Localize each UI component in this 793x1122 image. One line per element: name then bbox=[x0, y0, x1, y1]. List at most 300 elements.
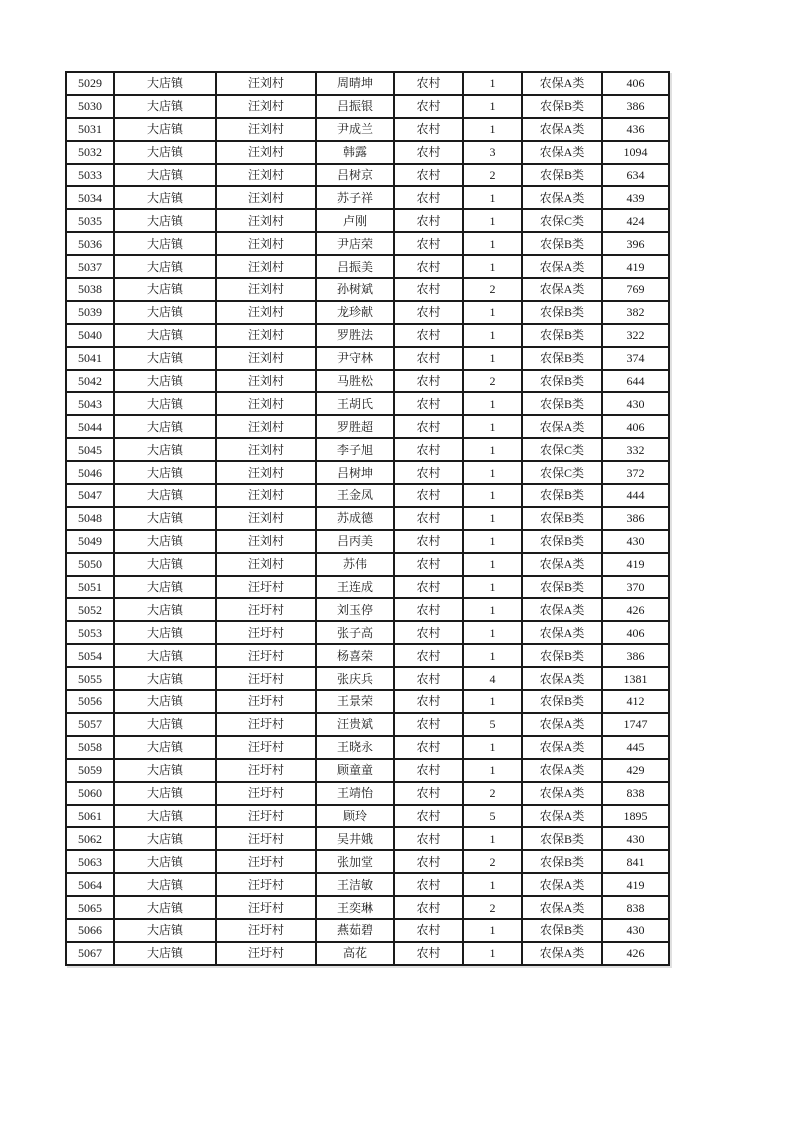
cell-person-count: 1 bbox=[463, 827, 522, 850]
table-row bbox=[66, 209, 669, 232]
cell-serial-number: 5062 bbox=[66, 827, 114, 850]
cell-town: 大店镇 bbox=[114, 95, 216, 118]
cell-insurance-category: 农保A类 bbox=[522, 805, 602, 828]
cell-residence-type: 农村 bbox=[394, 438, 463, 461]
cell-serial-number: 5050 bbox=[66, 553, 114, 576]
cell-town: 大店镇 bbox=[114, 461, 216, 484]
cell-person-name: 罗胜超 bbox=[316, 415, 394, 438]
cell-amount: 644 bbox=[602, 370, 669, 393]
cell-residence-type: 农村 bbox=[394, 782, 463, 805]
cell-serial-number: 5032 bbox=[66, 141, 114, 164]
cell-town: 大店镇 bbox=[114, 232, 216, 255]
cell-town: 大店镇 bbox=[114, 873, 216, 896]
cell-residence-type: 农村 bbox=[394, 141, 463, 164]
cell-village: 汪刘村 bbox=[216, 553, 316, 576]
table-row bbox=[66, 530, 669, 553]
table-row bbox=[66, 782, 669, 805]
cell-person-name: 张子高 bbox=[316, 621, 394, 644]
cell-amount: 445 bbox=[602, 736, 669, 759]
cell-residence-type: 农村 bbox=[394, 164, 463, 187]
cell-person-count: 1 bbox=[463, 438, 522, 461]
cell-residence-type: 农村 bbox=[394, 324, 463, 347]
cell-serial-number: 5033 bbox=[66, 164, 114, 187]
cell-insurance-category: 农保C类 bbox=[522, 438, 602, 461]
cell-person-name: 刘玉停 bbox=[316, 598, 394, 621]
cell-village: 汪刘村 bbox=[216, 255, 316, 278]
cell-serial-number: 5065 bbox=[66, 896, 114, 919]
cell-person-count: 2 bbox=[463, 278, 522, 301]
cell-residence-type: 农村 bbox=[394, 644, 463, 667]
cell-amount: 386 bbox=[602, 95, 669, 118]
cell-insurance-category: 农保A类 bbox=[522, 621, 602, 644]
cell-person-name: 马胜松 bbox=[316, 370, 394, 393]
cell-town: 大店镇 bbox=[114, 896, 216, 919]
cell-village: 汪圩村 bbox=[216, 850, 316, 873]
cell-residence-type: 农村 bbox=[394, 850, 463, 873]
cell-amount: 419 bbox=[602, 553, 669, 576]
cell-serial-number: 5043 bbox=[66, 392, 114, 415]
cell-town: 大店镇 bbox=[114, 942, 216, 965]
cell-residence-type: 农村 bbox=[394, 370, 463, 393]
cell-town: 大店镇 bbox=[114, 621, 216, 644]
cell-amount: 386 bbox=[602, 507, 669, 530]
cell-person-name: 张庆兵 bbox=[316, 667, 394, 690]
table-row bbox=[66, 667, 669, 690]
table-row bbox=[66, 255, 669, 278]
cell-serial-number: 5029 bbox=[66, 72, 114, 95]
cell-residence-type: 农村 bbox=[394, 484, 463, 507]
cell-serial-number: 5049 bbox=[66, 530, 114, 553]
cell-town: 大店镇 bbox=[114, 484, 216, 507]
cell-amount: 634 bbox=[602, 164, 669, 187]
cell-serial-number: 5058 bbox=[66, 736, 114, 759]
cell-person-count: 5 bbox=[463, 713, 522, 736]
cell-person-count: 1 bbox=[463, 461, 522, 484]
cell-residence-type: 农村 bbox=[394, 736, 463, 759]
cell-town: 大店镇 bbox=[114, 164, 216, 187]
cell-amount: 1094 bbox=[602, 141, 669, 164]
cell-serial-number: 5059 bbox=[66, 759, 114, 782]
cell-person-count: 4 bbox=[463, 667, 522, 690]
cell-insurance-category: 农保A类 bbox=[522, 141, 602, 164]
cell-insurance-category: 农保A类 bbox=[522, 873, 602, 896]
cell-insurance-category: 农保C类 bbox=[522, 461, 602, 484]
cell-village: 汪刘村 bbox=[216, 484, 316, 507]
cell-person-name: 杨喜荣 bbox=[316, 644, 394, 667]
cell-village: 汪刘村 bbox=[216, 347, 316, 370]
cell-insurance-category: 农保B类 bbox=[522, 576, 602, 599]
cell-person-count: 1 bbox=[463, 232, 522, 255]
cell-amount: 1747 bbox=[602, 713, 669, 736]
cell-person-name: 王靖怡 bbox=[316, 782, 394, 805]
cell-village: 汪刘村 bbox=[216, 72, 316, 95]
table-row bbox=[66, 347, 669, 370]
table-row bbox=[66, 942, 669, 965]
cell-person-count: 1 bbox=[463, 621, 522, 644]
cell-residence-type: 农村 bbox=[394, 301, 463, 324]
cell-person-name: 顾童童 bbox=[316, 759, 394, 782]
cell-person-name: 卢刚 bbox=[316, 209, 394, 232]
cell-person-name: 吕振美 bbox=[316, 255, 394, 278]
cell-person-count: 1 bbox=[463, 415, 522, 438]
cell-town: 大店镇 bbox=[114, 553, 216, 576]
cell-village: 汪圩村 bbox=[216, 736, 316, 759]
cell-insurance-category: 农保B类 bbox=[522, 324, 602, 347]
cell-insurance-category: 农保A类 bbox=[522, 782, 602, 805]
cell-amount: 426 bbox=[602, 942, 669, 965]
cell-insurance-category: 农保B类 bbox=[522, 507, 602, 530]
cell-amount: 386 bbox=[602, 644, 669, 667]
table-row bbox=[66, 232, 669, 255]
table-row bbox=[66, 805, 669, 828]
cell-insurance-category: 农保A类 bbox=[522, 713, 602, 736]
cell-town: 大店镇 bbox=[114, 324, 216, 347]
cell-insurance-category: 农保A类 bbox=[522, 553, 602, 576]
cell-amount: 322 bbox=[602, 324, 669, 347]
cell-town: 大店镇 bbox=[114, 209, 216, 232]
cell-amount: 419 bbox=[602, 873, 669, 896]
cell-village: 汪圩村 bbox=[216, 873, 316, 896]
cell-village: 汪刘村 bbox=[216, 164, 316, 187]
table-row bbox=[66, 392, 669, 415]
cell-serial-number: 5047 bbox=[66, 484, 114, 507]
cell-residence-type: 农村 bbox=[394, 942, 463, 965]
cell-person-count: 1 bbox=[463, 873, 522, 896]
cell-person-count: 1 bbox=[463, 942, 522, 965]
cell-village: 汪圩村 bbox=[216, 644, 316, 667]
cell-residence-type: 农村 bbox=[394, 873, 463, 896]
cell-insurance-category: 农保B类 bbox=[522, 347, 602, 370]
cell-insurance-category: 农保B类 bbox=[522, 530, 602, 553]
cell-person-count: 2 bbox=[463, 850, 522, 873]
cell-person-count: 2 bbox=[463, 896, 522, 919]
cell-insurance-category: 农保A类 bbox=[522, 598, 602, 621]
cell-amount: 419 bbox=[602, 255, 669, 278]
cell-serial-number: 5054 bbox=[66, 644, 114, 667]
table-row bbox=[66, 301, 669, 324]
cell-amount: 370 bbox=[602, 576, 669, 599]
cell-amount: 372 bbox=[602, 461, 669, 484]
cell-village: 汪圩村 bbox=[216, 598, 316, 621]
cell-insurance-category: 农保A类 bbox=[522, 896, 602, 919]
cell-town: 大店镇 bbox=[114, 507, 216, 530]
cell-insurance-category: 农保B类 bbox=[522, 850, 602, 873]
cell-serial-number: 5056 bbox=[66, 690, 114, 713]
cell-insurance-category: 农保B类 bbox=[522, 370, 602, 393]
cell-town: 大店镇 bbox=[114, 415, 216, 438]
cell-residence-type: 农村 bbox=[394, 507, 463, 530]
cell-serial-number: 5066 bbox=[66, 919, 114, 942]
cell-person-count: 2 bbox=[463, 370, 522, 393]
cell-village: 汪刘村 bbox=[216, 232, 316, 255]
cell-town: 大店镇 bbox=[114, 805, 216, 828]
cell-town: 大店镇 bbox=[114, 186, 216, 209]
cell-serial-number: 5034 bbox=[66, 186, 114, 209]
cell-serial-number: 5051 bbox=[66, 576, 114, 599]
cell-amount: 426 bbox=[602, 598, 669, 621]
cell-person-count: 1 bbox=[463, 255, 522, 278]
cell-amount: 430 bbox=[602, 392, 669, 415]
table-row bbox=[66, 415, 669, 438]
cell-village: 汪刘村 bbox=[216, 141, 316, 164]
cell-village: 汪圩村 bbox=[216, 942, 316, 965]
cell-person-name: 吴井娥 bbox=[316, 827, 394, 850]
cell-person-count: 1 bbox=[463, 347, 522, 370]
cell-person-count: 1 bbox=[463, 553, 522, 576]
table-row bbox=[66, 621, 669, 644]
table-row bbox=[66, 507, 669, 530]
cell-person-name: 吕树坤 bbox=[316, 461, 394, 484]
cell-person-name: 高花 bbox=[316, 942, 394, 965]
cell-insurance-category: 农保A类 bbox=[522, 255, 602, 278]
cell-insurance-category: 农保B类 bbox=[522, 95, 602, 118]
cell-amount: 424 bbox=[602, 209, 669, 232]
cell-insurance-category: 农保A类 bbox=[522, 415, 602, 438]
cell-village: 汪刘村 bbox=[216, 507, 316, 530]
cell-village: 汪圩村 bbox=[216, 667, 316, 690]
cell-person-count: 1 bbox=[463, 690, 522, 713]
cell-village: 汪圩村 bbox=[216, 782, 316, 805]
cell-residence-type: 农村 bbox=[394, 278, 463, 301]
cell-insurance-category: 农保A类 bbox=[522, 186, 602, 209]
cell-village: 汪圩村 bbox=[216, 896, 316, 919]
cell-person-count: 2 bbox=[463, 164, 522, 187]
cell-serial-number: 5046 bbox=[66, 461, 114, 484]
cell-person-name: 尹成兰 bbox=[316, 118, 394, 141]
table-row bbox=[66, 370, 669, 393]
cell-residence-type: 农村 bbox=[394, 209, 463, 232]
cell-person-count: 1 bbox=[463, 759, 522, 782]
cell-person-count: 1 bbox=[463, 324, 522, 347]
cell-serial-number: 5041 bbox=[66, 347, 114, 370]
cell-person-count: 1 bbox=[463, 736, 522, 759]
cell-person-count: 1 bbox=[463, 118, 522, 141]
cell-residence-type: 农村 bbox=[394, 118, 463, 141]
cell-person-name: 吕振银 bbox=[316, 95, 394, 118]
cell-insurance-category: 农保A类 bbox=[522, 759, 602, 782]
cell-insurance-category: 农保B类 bbox=[522, 392, 602, 415]
cell-village: 汪刘村 bbox=[216, 461, 316, 484]
cell-serial-number: 5035 bbox=[66, 209, 114, 232]
cell-insurance-category: 农保B类 bbox=[522, 484, 602, 507]
cell-residence-type: 农村 bbox=[394, 255, 463, 278]
table-row bbox=[66, 644, 669, 667]
cell-serial-number: 5036 bbox=[66, 232, 114, 255]
table-row bbox=[66, 461, 669, 484]
cell-amount: 332 bbox=[602, 438, 669, 461]
cell-insurance-category: 农保B类 bbox=[522, 919, 602, 942]
cell-village: 汪圩村 bbox=[216, 690, 316, 713]
cell-person-name: 苏成德 bbox=[316, 507, 394, 530]
cell-amount: 841 bbox=[602, 850, 669, 873]
cell-town: 大店镇 bbox=[114, 72, 216, 95]
cell-amount: 444 bbox=[602, 484, 669, 507]
cell-person-count: 1 bbox=[463, 598, 522, 621]
cell-residence-type: 农村 bbox=[394, 553, 463, 576]
cell-town: 大店镇 bbox=[114, 782, 216, 805]
cell-person-count: 1 bbox=[463, 209, 522, 232]
cell-residence-type: 农村 bbox=[394, 759, 463, 782]
cell-person-name: 王洁敏 bbox=[316, 873, 394, 896]
cell-amount: 382 bbox=[602, 301, 669, 324]
cell-village: 汪圩村 bbox=[216, 827, 316, 850]
table-row bbox=[66, 141, 669, 164]
cell-town: 大店镇 bbox=[114, 713, 216, 736]
cell-person-name: 张加堂 bbox=[316, 850, 394, 873]
cell-serial-number: 5045 bbox=[66, 438, 114, 461]
cell-serial-number: 5048 bbox=[66, 507, 114, 530]
cell-town: 大店镇 bbox=[114, 530, 216, 553]
table-row bbox=[66, 736, 669, 759]
cell-amount: 406 bbox=[602, 621, 669, 644]
cell-insurance-category: 农保A类 bbox=[522, 118, 602, 141]
cell-insurance-category: 农保B类 bbox=[522, 232, 602, 255]
table-row bbox=[66, 713, 669, 736]
table-row bbox=[66, 690, 669, 713]
cell-village: 汪刘村 bbox=[216, 415, 316, 438]
cell-residence-type: 农村 bbox=[394, 95, 463, 118]
cell-residence-type: 农村 bbox=[394, 667, 463, 690]
cell-insurance-category: 农保B类 bbox=[522, 644, 602, 667]
cell-insurance-category: 农保A类 bbox=[522, 667, 602, 690]
cell-person-count: 5 bbox=[463, 805, 522, 828]
cell-insurance-category: 农保A类 bbox=[522, 278, 602, 301]
cell-village: 汪圩村 bbox=[216, 713, 316, 736]
cell-person-name: 王连成 bbox=[316, 576, 394, 599]
cell-serial-number: 5057 bbox=[66, 713, 114, 736]
cell-village: 汪刘村 bbox=[216, 95, 316, 118]
cell-amount: 406 bbox=[602, 415, 669, 438]
cell-person-name: 李子旭 bbox=[316, 438, 394, 461]
cell-person-name: 龙珍献 bbox=[316, 301, 394, 324]
cell-residence-type: 农村 bbox=[394, 232, 463, 255]
table-row bbox=[66, 438, 669, 461]
cell-person-count: 1 bbox=[463, 301, 522, 324]
cell-serial-number: 5067 bbox=[66, 942, 114, 965]
cell-amount: 412 bbox=[602, 690, 669, 713]
cell-person-name: 王金凤 bbox=[316, 484, 394, 507]
cell-person-count: 1 bbox=[463, 530, 522, 553]
cell-village: 汪刘村 bbox=[216, 186, 316, 209]
cell-amount: 436 bbox=[602, 118, 669, 141]
cell-person-count: 1 bbox=[463, 95, 522, 118]
cell-town: 大店镇 bbox=[114, 919, 216, 942]
cell-town: 大店镇 bbox=[114, 690, 216, 713]
cell-town: 大店镇 bbox=[114, 278, 216, 301]
cell-town: 大店镇 bbox=[114, 347, 216, 370]
table-row bbox=[66, 919, 669, 942]
cell-residence-type: 农村 bbox=[394, 392, 463, 415]
cell-serial-number: 5052 bbox=[66, 598, 114, 621]
cell-serial-number: 5030 bbox=[66, 95, 114, 118]
cell-residence-type: 农村 bbox=[394, 896, 463, 919]
cell-serial-number: 5040 bbox=[66, 324, 114, 347]
table-row bbox=[66, 186, 669, 209]
cell-village: 汪刘村 bbox=[216, 278, 316, 301]
cell-person-name: 吕丙美 bbox=[316, 530, 394, 553]
cell-serial-number: 5039 bbox=[66, 301, 114, 324]
table-row bbox=[66, 896, 669, 919]
cell-person-count: 1 bbox=[463, 484, 522, 507]
cell-person-name: 尹守林 bbox=[316, 347, 394, 370]
cell-person-name: 燕茹碧 bbox=[316, 919, 394, 942]
cell-village: 汪圩村 bbox=[216, 759, 316, 782]
cell-serial-number: 5031 bbox=[66, 118, 114, 141]
cell-residence-type: 农村 bbox=[394, 461, 463, 484]
cell-person-count: 1 bbox=[463, 186, 522, 209]
table-row bbox=[66, 72, 669, 95]
cell-town: 大店镇 bbox=[114, 736, 216, 759]
cell-residence-type: 农村 bbox=[394, 72, 463, 95]
cell-residence-type: 农村 bbox=[394, 919, 463, 942]
cell-person-name: 苏伟 bbox=[316, 553, 394, 576]
cell-person-name: 王景荣 bbox=[316, 690, 394, 713]
cell-serial-number: 5042 bbox=[66, 370, 114, 393]
cell-village: 汪刘村 bbox=[216, 301, 316, 324]
cell-village: 汪刘村 bbox=[216, 324, 316, 347]
cell-town: 大店镇 bbox=[114, 438, 216, 461]
cell-serial-number: 5053 bbox=[66, 621, 114, 644]
cell-insurance-category: 农保B类 bbox=[522, 301, 602, 324]
cell-serial-number: 5044 bbox=[66, 415, 114, 438]
table-row bbox=[66, 576, 669, 599]
cell-person-name: 吕树京 bbox=[316, 164, 394, 187]
cell-town: 大店镇 bbox=[114, 598, 216, 621]
cell-residence-type: 农村 bbox=[394, 186, 463, 209]
cell-person-name: 王晓永 bbox=[316, 736, 394, 759]
cell-amount: 406 bbox=[602, 72, 669, 95]
cell-person-count: 1 bbox=[463, 644, 522, 667]
cell-insurance-category: 农保B类 bbox=[522, 164, 602, 187]
table-row bbox=[66, 827, 669, 850]
cell-person-count: 1 bbox=[463, 507, 522, 530]
cell-residence-type: 农村 bbox=[394, 530, 463, 553]
cell-person-name: 苏子祥 bbox=[316, 186, 394, 209]
cell-town: 大店镇 bbox=[114, 576, 216, 599]
cell-residence-type: 农村 bbox=[394, 827, 463, 850]
cell-amount: 430 bbox=[602, 530, 669, 553]
cell-amount: 838 bbox=[602, 782, 669, 805]
cell-serial-number: 5060 bbox=[66, 782, 114, 805]
cell-person-count: 2 bbox=[463, 782, 522, 805]
cell-residence-type: 农村 bbox=[394, 690, 463, 713]
table-row bbox=[66, 278, 669, 301]
cell-residence-type: 农村 bbox=[394, 598, 463, 621]
cell-person-count: 3 bbox=[463, 141, 522, 164]
cell-residence-type: 农村 bbox=[394, 713, 463, 736]
cell-village: 汪刘村 bbox=[216, 118, 316, 141]
table-row bbox=[66, 850, 669, 873]
cell-person-name: 孙树斌 bbox=[316, 278, 394, 301]
cell-serial-number: 5038 bbox=[66, 278, 114, 301]
table-row bbox=[66, 164, 669, 187]
cell-town: 大店镇 bbox=[114, 644, 216, 667]
cell-town: 大店镇 bbox=[114, 141, 216, 164]
cell-village: 汪刘村 bbox=[216, 370, 316, 393]
cell-serial-number: 5055 bbox=[66, 667, 114, 690]
cell-serial-number: 5061 bbox=[66, 805, 114, 828]
cell-person-count: 1 bbox=[463, 392, 522, 415]
cell-amount: 838 bbox=[602, 896, 669, 919]
table-row bbox=[66, 873, 669, 896]
cell-serial-number: 5037 bbox=[66, 255, 114, 278]
cell-person-name: 韩露 bbox=[316, 141, 394, 164]
cell-person-name: 汪贵斌 bbox=[316, 713, 394, 736]
cell-person-name: 王奕琳 bbox=[316, 896, 394, 919]
cell-village: 汪刘村 bbox=[216, 530, 316, 553]
cell-amount: 1381 bbox=[602, 667, 669, 690]
cell-person-name: 周晴坤 bbox=[316, 72, 394, 95]
